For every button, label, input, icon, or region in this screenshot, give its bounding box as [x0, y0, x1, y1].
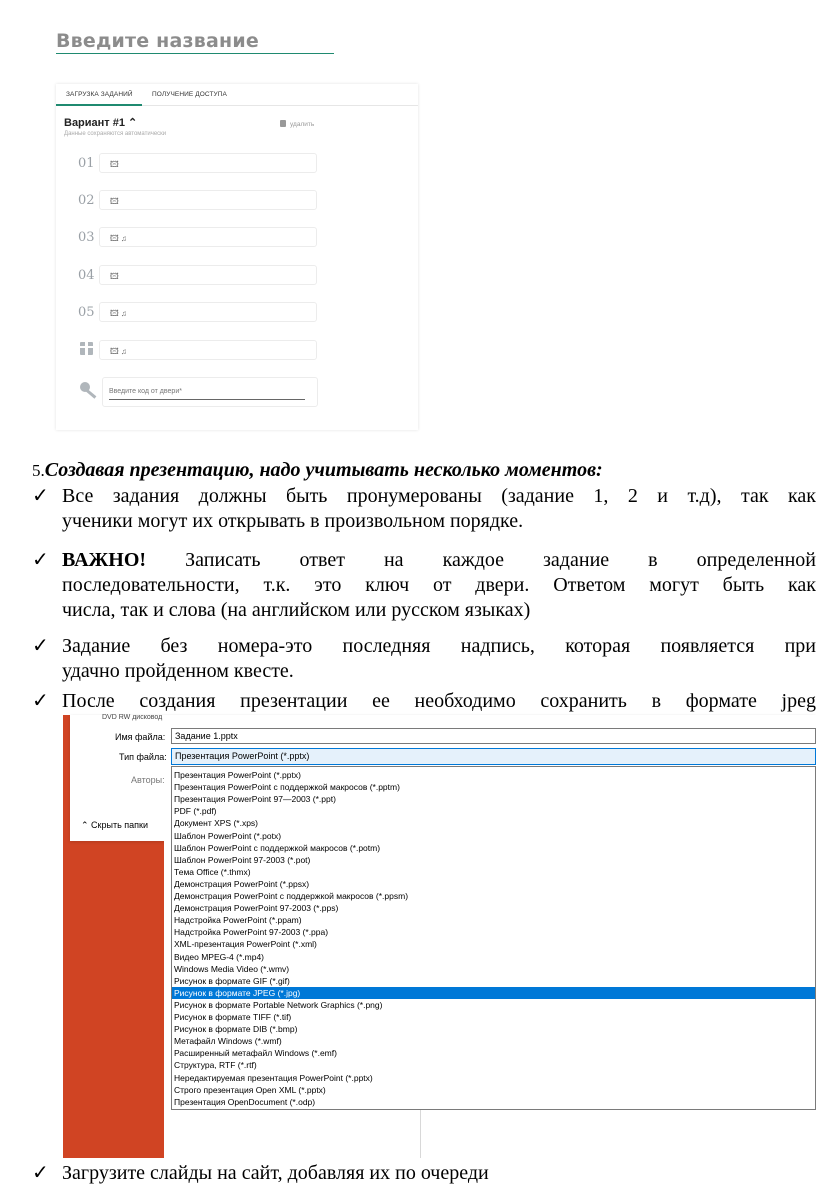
filetype-option[interactable]: Надстройка PowerPoint (*.ppam)	[174, 915, 302, 926]
trash-icon	[280, 120, 286, 127]
list-item-line: Все задания должны быть пронумерованы (задание 1, 2 и т.д), так как	[62, 485, 816, 507]
task-slot-1[interactable]	[99, 153, 317, 173]
filetype-option[interactable]: Расширенный метафайл Windows (*.emf)	[174, 1048, 337, 1059]
drive-label: DVD RW дисковод	[102, 714, 163, 721]
filename-label: Имя файла:	[115, 732, 166, 742]
list-item-line: ученики могут их открывать в произвольном порядке.	[62, 510, 524, 532]
filetype-select[interactable]: Презентация PowerPoint (*.pptx)	[171, 748, 816, 765]
tab-bar	[56, 84, 418, 106]
task-slot-3[interactable]	[99, 227, 317, 247]
list-item-line: Загрузите слайды на сайт, добавляя их по очереди	[62, 1162, 489, 1184]
list-item	[32, 548, 816, 623]
filetype-option[interactable]: Демонстрация PowerPoint 97-2003 (*.pps)	[174, 903, 339, 914]
checkmark-icon: ✓	[32, 1162, 49, 1184]
list-item	[32, 1161, 816, 1186]
task-number: 03	[78, 230, 95, 245]
filetype-option[interactable]: Рисунок в формате GIF (*.gif)	[174, 975, 290, 986]
section-title: Создавая презентацию, надо учитывать несколько моментов:	[44, 459, 603, 481]
filetype-option[interactable]: Рисунок в формате DIB (*.bmp)	[174, 1024, 298, 1035]
final-slot[interactable]	[99, 340, 317, 360]
list-item	[32, 484, 816, 534]
door-code-input[interactable]	[109, 384, 305, 400]
task-number: 05	[78, 305, 95, 320]
filetype-option[interactable]: Презентация PowerPoint 97—2003 (*.ppt)	[174, 794, 336, 805]
checkmark-icon: ✓	[32, 690, 49, 712]
filetype-option[interactable]: Windows Media Video (*.wmv)	[174, 963, 290, 974]
image-icon: 🖾	[110, 160, 119, 169]
task-slot-2[interactable]	[99, 190, 317, 210]
filetype-option[interactable]: Рисунок в формате JPEG (*.jpg)	[172, 987, 815, 999]
authors-label: Авторы:	[131, 775, 165, 785]
task-number: 01	[78, 156, 95, 171]
task-slot-4[interactable]	[99, 265, 317, 285]
autosave-note: Данные сохраняются автоматически	[64, 131, 167, 137]
image-icon: 🖾	[110, 197, 119, 206]
hide-folders-button[interactable]: ⌃ Скрыть папки	[81, 820, 148, 830]
filetype-dropdown-list	[171, 766, 816, 1110]
form-title[interactable]: Введите название	[56, 30, 259, 52]
filetype-option[interactable]: Надстройка PowerPoint 97-2003 (*.ppa)	[174, 927, 329, 938]
task-number: 04	[78, 268, 95, 283]
filetype-option[interactable]: Документ XPS (*.xps)	[174, 818, 258, 829]
list-item-line: удачно пройденном квесте.	[62, 660, 294, 682]
variant-title[interactable]: Вариант #1 ⌃	[64, 117, 138, 129]
filetype-option[interactable]: Рисунок в формате TIFF (*.tif)	[174, 1012, 292, 1022]
filetype-label: Тип файла:	[119, 752, 167, 762]
delete-variant-button[interactable]	[280, 120, 314, 128]
tab-get-access[interactable]: ПОЛУЧЕНИЕ ДОСТУПА	[152, 91, 227, 98]
key-icon-shaft	[86, 389, 96, 398]
image-audio-icon: 🖾 ♫	[110, 347, 127, 356]
save-as-dialog	[63, 715, 816, 1158]
list-item-line: Записать ответ на каждое задание в определенной	[146, 549, 816, 571]
filetype-option[interactable]: Рисунок в формате Portable Network Graphics (*.png)	[174, 999, 383, 1010]
list-item-line: Задание без номера-это последняя надпись, которая появляется при	[62, 635, 816, 657]
filetype-option[interactable]: Структура, RTF (*.rtf)	[174, 1060, 257, 1071]
filetype-option[interactable]: PDF (*.pdf)	[174, 806, 217, 817]
list-item-line: После создания презентации ее необходимо сохранить в формате jpeg	[62, 690, 816, 712]
task-slot-5[interactable]	[99, 302, 317, 322]
filetype-option[interactable]: Презентация PowerPoint (*.pptx)	[174, 770, 301, 780]
quest-editor-panel	[56, 84, 418, 430]
image-icon: 🖾	[110, 272, 119, 281]
checkmark-icon: ✓	[32, 635, 49, 657]
filetype-option[interactable]: Тема Office (*.thmx)	[174, 866, 251, 877]
filetype-option[interactable]: Строго презентация Open XML (*.pptx)	[174, 1084, 326, 1095]
filetype-option[interactable]: Шаблон PowerPoint (*.potx)	[174, 830, 282, 841]
filename-input[interactable]: Задание 1.pptx	[171, 728, 816, 744]
delete-label: удалить	[290, 121, 315, 128]
filetype-option[interactable]: XML-презентация PowerPoint (*.xml)	[174, 939, 317, 950]
filetype-option[interactable]: Видео MPEG-4 (*.mp4)	[174, 951, 265, 962]
filetype-option[interactable]: Презентация PowerPoint с поддержкой макросов (*.pptm)	[174, 782, 400, 793]
door-code-field[interactable]	[102, 377, 318, 407]
checkmark-icon: ✓	[32, 549, 49, 571]
filetype-option[interactable]: Презентация OpenDocument (*.odp)	[174, 1096, 316, 1107]
form-title-underline	[56, 53, 334, 54]
section-number: 5.	[32, 461, 45, 480]
list-item	[32, 634, 816, 684]
image-audio-icon: 🖾 ♫	[110, 309, 127, 318]
gift-icon	[80, 342, 93, 355]
list-item-line: последовательности, т.к. это ключ от двери. Ответом могут быть как	[62, 574, 816, 596]
checkmark-icon: ✓	[32, 485, 49, 507]
image-audio-icon: 🖾 ♫	[110, 234, 127, 243]
active-tab-indicator	[56, 104, 142, 106]
tab-upload-tasks[interactable]: ЗАГРУЗКА ЗАДАНИЙ	[66, 91, 133, 98]
section-heading	[32, 458, 816, 483]
important-label: ВАЖНО!	[62, 549, 147, 571]
divider	[420, 1110, 421, 1158]
filetype-option[interactable]: Шаблон PowerPoint 97-2003 (*.pot)	[174, 854, 311, 865]
list-item	[32, 689, 816, 714]
list-item-line: числа, так и слова (на английском или русском языках)	[62, 599, 531, 621]
filetype-option[interactable]: Демонстрация PowerPoint с поддержкой макросов (*.ppsm)	[174, 891, 409, 901]
filetype-option[interactable]: Нередактируемая презентация PowerPoint (*.pptx)	[174, 1072, 373, 1083]
filetype-option[interactable]: Метафайл Windows (*.wmf)	[174, 1036, 282, 1047]
filetype-option[interactable]: Демонстрация PowerPoint (*.ppsx)	[174, 878, 310, 889]
task-number: 02	[78, 193, 95, 208]
filetype-option[interactable]: Шаблон PowerPoint с поддержкой макросов (*.potm)	[174, 842, 381, 853]
